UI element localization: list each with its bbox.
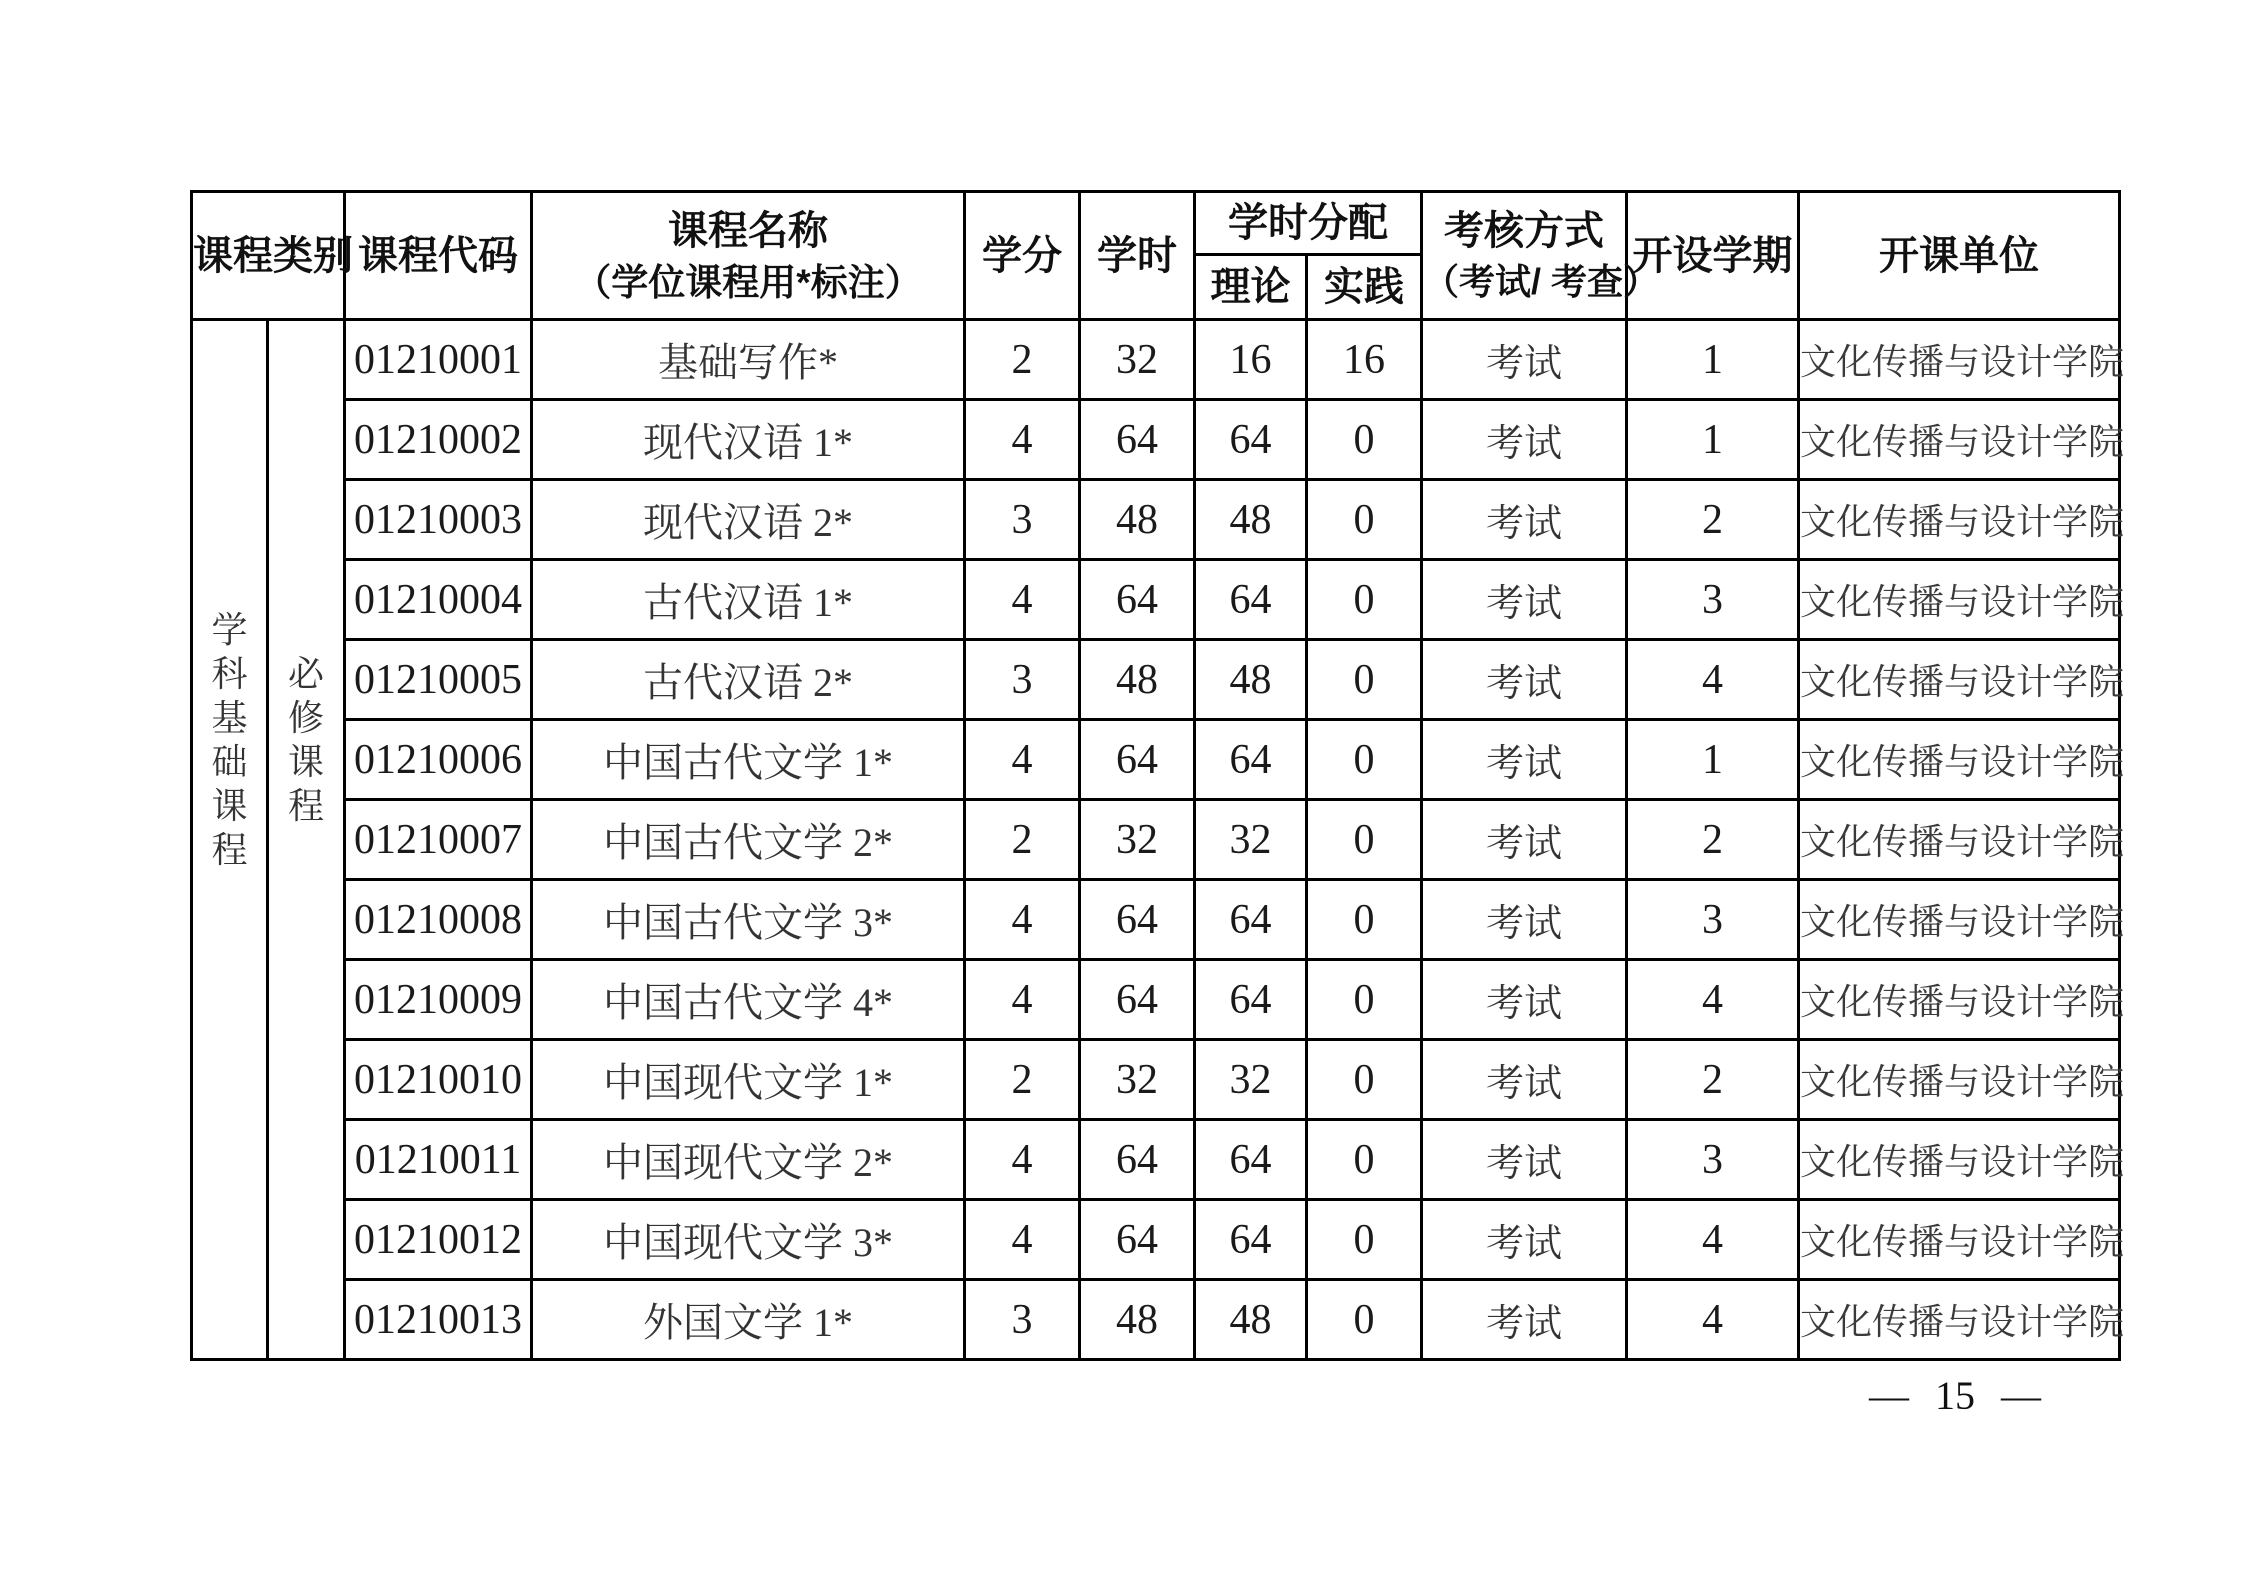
- semester-cell: 1: [1627, 320, 1799, 400]
- unit-cell: 文化传播与设计学院: [1799, 1200, 2120, 1280]
- unit-cell: 文化传播与设计学院: [1799, 320, 2120, 400]
- header-assessment: [1422, 192, 1660, 320]
- semester-cell: 4: [1627, 960, 1799, 1040]
- assessment-cell: 考试: [1422, 1120, 1627, 1200]
- course-name-cell: 古代汉语 1*: [532, 560, 965, 640]
- header-course-name: [532, 192, 965, 320]
- credits-cell: 3: [965, 480, 1080, 560]
- assessment-cell: 考试: [1422, 400, 1627, 480]
- hours-cell: 48: [1080, 640, 1195, 720]
- theory-cell: 48: [1195, 1280, 1307, 1360]
- semester-cell: 3: [1627, 1120, 1799, 1200]
- theory-cell: 64: [1195, 720, 1307, 800]
- hours-cell: 64: [1080, 1120, 1195, 1200]
- header-theory: 理论: [1195, 255, 1307, 320]
- semester-cell: 2: [1627, 800, 1799, 880]
- practice-cell: 0: [1307, 1200, 1422, 1280]
- assessment-cell: 考试: [1422, 560, 1627, 640]
- hours-cell: 64: [1080, 560, 1195, 640]
- assessment-cell: 考试: [1422, 720, 1627, 800]
- credits-cell: 4: [965, 400, 1080, 480]
- header-practice: 实践: [1307, 255, 1422, 320]
- course-code-cell: 01210007: [345, 800, 532, 880]
- practice-cell: 0: [1307, 1120, 1422, 1200]
- theory-cell: 32: [1195, 800, 1307, 880]
- practice-cell: 0: [1307, 1040, 1422, 1120]
- credits-cell: 4: [965, 1120, 1080, 1200]
- assessment-cell: 考试: [1422, 640, 1627, 720]
- header-code: 课程代码: [345, 192, 532, 320]
- table-row: [192, 1200, 2120, 1280]
- course-name-cell: 现代汉语 1*: [532, 400, 965, 480]
- credits-cell: 4: [965, 960, 1080, 1040]
- theory-cell: 64: [1195, 400, 1307, 480]
- practice-cell: 0: [1307, 880, 1422, 960]
- unit-cell: 文化传播与设计学院: [1799, 1120, 2120, 1200]
- practice-cell: 0: [1307, 720, 1422, 800]
- assessment-cell: 考试: [1422, 1040, 1627, 1120]
- assessment-cell: 考试: [1422, 1280, 1627, 1360]
- hours-cell: 32: [1080, 1040, 1195, 1120]
- group-label-inner: 必修课程: [287, 653, 324, 826]
- assessment-cell: 考试: [1422, 480, 1627, 560]
- course-name-cell: 基础写作*: [532, 320, 965, 400]
- practice-cell: 0: [1307, 1280, 1422, 1360]
- credits-cell: 2: [965, 320, 1080, 400]
- semester-cell: 4: [1627, 1280, 1799, 1360]
- course-name-cell: 古代汉语 2*: [532, 640, 965, 720]
- course-name-cell: 中国现代文学 2*: [532, 1120, 965, 1200]
- group-label-outer-cell: [192, 320, 268, 1360]
- semester-cell: 3: [1627, 880, 1799, 960]
- hours-cell: 64: [1080, 720, 1195, 800]
- course-name-cell: 外国文学 1*: [532, 1280, 965, 1360]
- hours-cell: 32: [1080, 800, 1195, 880]
- unit-cell: 文化传播与设计学院: [1799, 400, 2120, 480]
- semester-cell: 1: [1627, 400, 1799, 480]
- course-name-cell: 中国现代文学 3*: [532, 1200, 965, 1280]
- semester-cell: 3: [1627, 560, 1799, 640]
- table-row: [192, 880, 2120, 960]
- practice-cell: 16: [1307, 320, 1422, 400]
- header-course-name-line1: 课程名称: [668, 208, 828, 253]
- theory-cell: 64: [1195, 960, 1307, 1040]
- header-row-1: [192, 192, 2120, 255]
- course-name-cell: 现代汉语 2*: [532, 480, 965, 560]
- table-row: [192, 1120, 2120, 1200]
- unit-cell: 文化传播与设计学院: [1799, 880, 2120, 960]
- assessment-cell: 考试: [1422, 320, 1627, 400]
- assessment-cell: 考试: [1422, 880, 1627, 960]
- table-row: [192, 560, 2120, 640]
- course-code-cell: 01210002: [345, 400, 532, 480]
- unit-cell: 文化传播与设计学院: [1799, 480, 2120, 560]
- unit-cell: 文化传播与设计学院: [1799, 560, 2120, 640]
- hours-cell: 64: [1080, 400, 1195, 480]
- hours-cell: 48: [1080, 480, 1195, 560]
- course-code-cell: 01210011: [345, 1120, 532, 1200]
- course-code-cell: 01210006: [345, 720, 532, 800]
- course-code-cell: 01210012: [345, 1200, 532, 1280]
- hours-cell: 64: [1080, 880, 1195, 960]
- table-row: [192, 720, 2120, 800]
- practice-cell: 0: [1307, 960, 1422, 1040]
- course-code-cell: 01210001: [345, 320, 532, 400]
- course-code-cell: 01210008: [345, 880, 532, 960]
- credits-cell: 4: [965, 560, 1080, 640]
- credits-cell: 2: [965, 800, 1080, 880]
- course-code-cell: 01210010: [345, 1040, 532, 1120]
- assessment-cell: 考试: [1422, 960, 1627, 1040]
- course-name-cell: 中国古代文学 4*: [532, 960, 965, 1040]
- course-code-cell: 01210005: [345, 640, 532, 720]
- table-row: [192, 400, 2120, 480]
- unit-cell: 文化传播与设计学院: [1799, 960, 2120, 1040]
- course-code-cell: 01210003: [345, 480, 532, 560]
- theory-cell: 48: [1195, 640, 1307, 720]
- course-name-cell: 中国现代文学 1*: [532, 1040, 965, 1120]
- practice-cell: 0: [1307, 560, 1422, 640]
- credits-cell: 3: [965, 640, 1080, 720]
- unit-cell: 文化传播与设计学院: [1799, 800, 2120, 880]
- header-category: 课程类别: [192, 192, 345, 320]
- theory-cell: 64: [1195, 880, 1307, 960]
- table-row: [192, 1280, 2120, 1360]
- hours-cell: 32: [1080, 320, 1195, 400]
- header-assessment-line2: （考试/ 考查）: [1423, 261, 1660, 303]
- theory-cell: 64: [1195, 560, 1307, 640]
- theory-cell: 16: [1195, 320, 1307, 400]
- credits-cell: 4: [965, 720, 1080, 800]
- semester-cell: 4: [1627, 1200, 1799, 1280]
- unit-cell: 文化传播与设计学院: [1799, 1040, 2120, 1120]
- semester-cell: 1: [1627, 720, 1799, 800]
- theory-cell: 32: [1195, 1040, 1307, 1120]
- header-hours: 学时: [1080, 192, 1195, 320]
- credits-cell: 2: [965, 1040, 1080, 1120]
- credits-cell: 3: [965, 1280, 1080, 1360]
- header-unit: 开课单位: [1799, 192, 2120, 320]
- header-assessment-line1: 考核方式: [1444, 209, 1604, 254]
- course-code-cell: 01210009: [345, 960, 532, 1040]
- semester-cell: 4: [1627, 640, 1799, 720]
- course-name-cell: 中国古代文学 2*: [532, 800, 965, 880]
- practice-cell: 0: [1307, 800, 1422, 880]
- header-semester: 开设学期: [1627, 192, 1799, 320]
- theory-cell: 64: [1195, 1120, 1307, 1200]
- course-code-cell: 01210004: [345, 560, 532, 640]
- unit-cell: 文化传播与设计学院: [1799, 720, 2120, 800]
- course-name-cell: 中国古代文学 1*: [532, 720, 965, 800]
- table-row: [192, 640, 2120, 720]
- unit-cell: 文化传播与设计学院: [1799, 1280, 2120, 1360]
- header-credits: 学分: [965, 192, 1080, 320]
- theory-cell: 48: [1195, 480, 1307, 560]
- assessment-cell: 考试: [1422, 800, 1627, 880]
- table-row: [192, 320, 2120, 400]
- hours-cell: 48: [1080, 1280, 1195, 1360]
- page-number: — 15 —: [1869, 1373, 2041, 1418]
- course-name-cell: 中国古代文学 3*: [532, 880, 965, 960]
- theory-cell: 64: [1195, 1200, 1307, 1280]
- group-label-outer: 学科基础课程: [211, 609, 248, 870]
- semester-cell: 2: [1627, 1040, 1799, 1120]
- hours-cell: 64: [1080, 960, 1195, 1040]
- table-row: [192, 800, 2120, 880]
- semester-cell: 2: [1627, 480, 1799, 560]
- table-row: [192, 480, 2120, 560]
- table-row: [192, 960, 2120, 1040]
- credits-cell: 4: [965, 880, 1080, 960]
- credits-cell: 4: [965, 1200, 1080, 1280]
- practice-cell: 0: [1307, 400, 1422, 480]
- unit-cell: 文化传播与设计学院: [1799, 640, 2120, 720]
- hours-cell: 64: [1080, 1200, 1195, 1280]
- practice-cell: 0: [1307, 640, 1422, 720]
- curriculum-table: [190, 190, 2125, 1361]
- course-code-cell: 01210013: [345, 1280, 532, 1360]
- header-course-name-line2: （学位课程用*标注）: [574, 261, 922, 303]
- assessment-cell: 考试: [1422, 1200, 1627, 1280]
- header-hours-allocation: 学时分配: [1195, 192, 1422, 255]
- group-label-inner-cell: [268, 320, 345, 1360]
- practice-cell: 0: [1307, 480, 1422, 560]
- table-row: [192, 1040, 2120, 1120]
